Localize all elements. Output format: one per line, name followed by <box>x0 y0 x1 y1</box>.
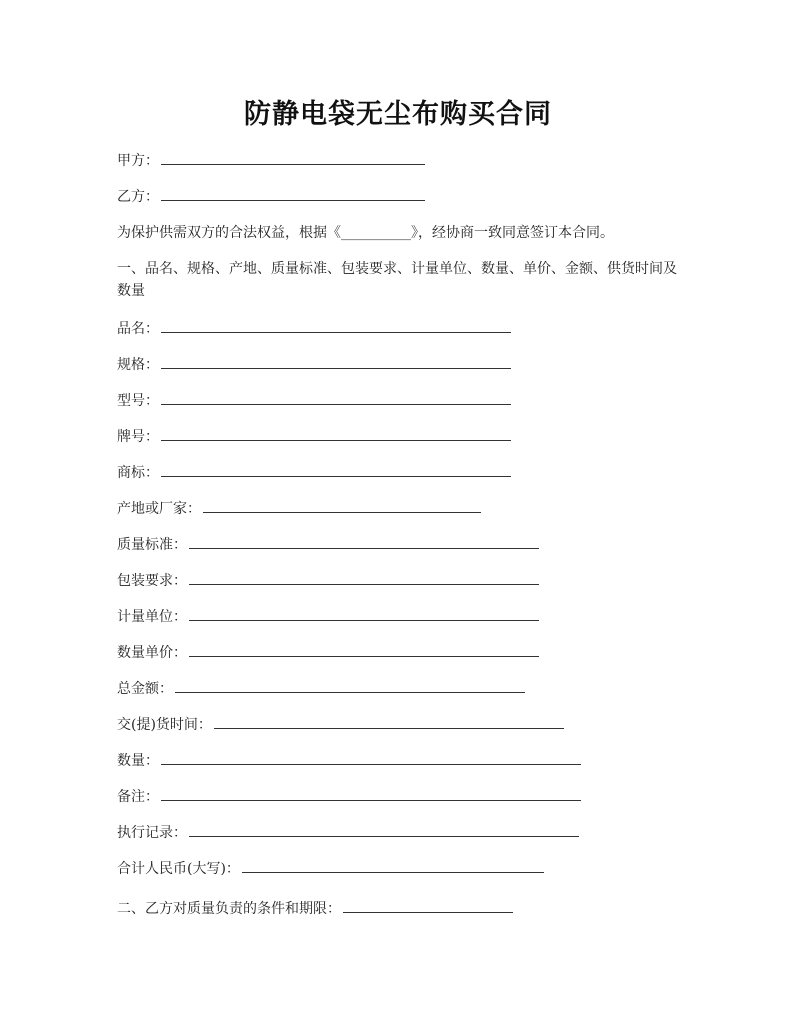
field-label: 数量： <box>117 753 159 769</box>
party-a-line <box>117 150 425 172</box>
preamble-end: 》，经协商一致同意签订本合同。 <box>411 225 614 241</box>
field-trademark <box>117 462 511 484</box>
field-product-name <box>117 318 511 340</box>
field-packaging <box>117 570 539 592</box>
section-2-blank[interactable] <box>343 898 513 913</box>
field-label: 规格： <box>117 357 159 373</box>
field-total-amount <box>117 678 525 700</box>
party-a-blank[interactable] <box>161 150 425 165</box>
party-b-line <box>117 186 425 208</box>
party-b-blank[interactable] <box>161 186 425 201</box>
field-blank[interactable] <box>189 822 579 837</box>
field-label: 质量标准： <box>117 537 187 553</box>
field-label: 备注： <box>117 789 159 805</box>
section-2-heading: 二、乙方对质量负责的条件和期限： <box>117 901 341 917</box>
field-label: 计量单位： <box>117 609 187 625</box>
field-blank[interactable] <box>161 462 511 477</box>
field-label: 型号： <box>117 393 159 409</box>
field-label: 合计人民币(大写)： <box>117 861 240 877</box>
field-spec <box>117 354 511 376</box>
field-blank[interactable] <box>161 786 581 801</box>
field-blank[interactable] <box>242 858 544 873</box>
field-label: 牌号： <box>117 429 159 445</box>
field-quality-standard <box>117 534 539 556</box>
field-blank[interactable] <box>175 678 525 693</box>
party-a-label: 甲方： <box>117 153 159 169</box>
field-origin <box>117 498 481 520</box>
field-label: 品名： <box>117 321 159 337</box>
field-blank[interactable] <box>189 570 539 585</box>
field-blank[interactable] <box>161 426 511 441</box>
field-label: 商标： <box>117 465 159 481</box>
field-unit <box>117 606 539 628</box>
field-label: 包装要求： <box>117 573 187 589</box>
field-label: 交(提)货时间： <box>117 717 212 733</box>
field-label: 总金额： <box>117 681 173 697</box>
party-b-label: 乙方： <box>117 189 159 205</box>
preamble-law-blank[interactable]: __________ <box>341 225 411 241</box>
field-total-rmb <box>117 858 544 880</box>
document-title: 防静电袋无尘布购买合同 <box>244 99 552 130</box>
section-1-heading: 一、品名、规格、产地、质量标准、包装要求、计量单位、数量、单价、金额、供货时间及数量 <box>117 261 677 299</box>
field-blank[interactable] <box>161 390 511 405</box>
field-blank[interactable] <box>189 606 539 621</box>
field-blank[interactable] <box>161 750 581 765</box>
field-brand-no <box>117 426 511 448</box>
preamble-start: 为保护供需双方的合法权益，根据《 <box>117 225 341 241</box>
field-blank[interactable] <box>161 354 511 369</box>
section-2-line <box>117 898 513 920</box>
field-execution-record <box>117 822 579 844</box>
field-blank[interactable] <box>189 534 539 549</box>
field-label: 执行记录： <box>117 825 187 841</box>
field-blank[interactable] <box>214 714 564 729</box>
field-quantity <box>117 750 581 772</box>
field-blank[interactable] <box>203 498 481 513</box>
field-blank[interactable] <box>189 642 539 657</box>
field-label: 数量单价： <box>117 645 187 661</box>
field-blank[interactable] <box>161 318 511 333</box>
preamble <box>117 222 614 244</box>
field-delivery-time <box>117 714 564 736</box>
field-model <box>117 390 511 412</box>
field-remarks <box>117 786 581 808</box>
field-unit-price <box>117 642 539 664</box>
field-label: 产地或厂家： <box>117 501 201 517</box>
